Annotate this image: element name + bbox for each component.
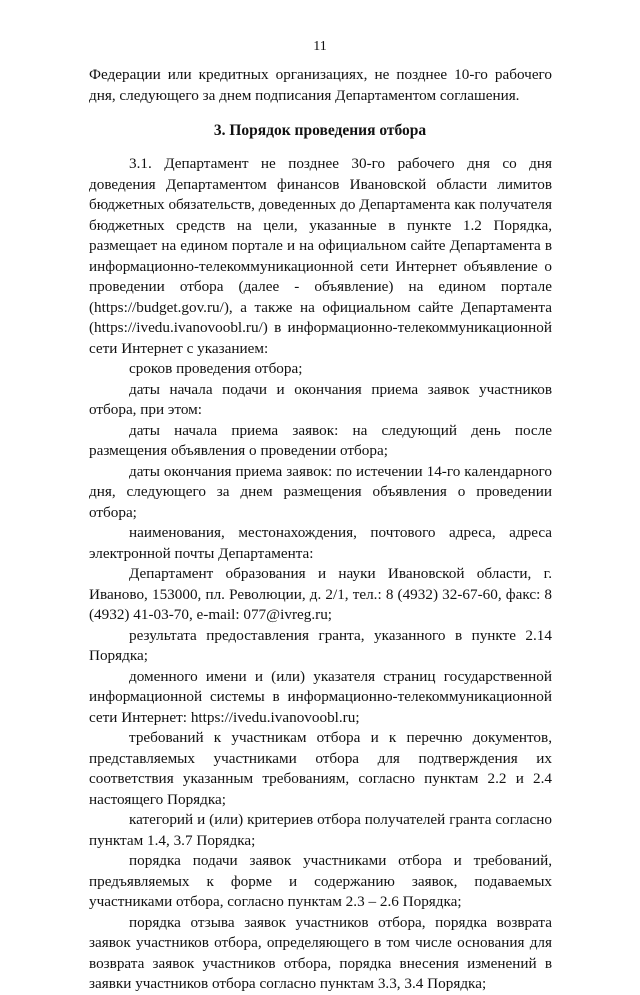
page-number: 11 bbox=[313, 39, 327, 54]
list-item: сроков проведения отбора; bbox=[129, 360, 303, 377]
intro-block bbox=[89, 65, 552, 106]
list-item: наименования, местонахождения, почтового адреса, адреса электронной почты Департамента: bbox=[89, 524, 552, 562]
intro-paragraph: Федерации или кредитных организациях, не позднее 10-го рабочего дня, следующего за днем подписания Департаментом соглашения. bbox=[89, 66, 552, 104]
list-item: Департамент образования и науки Ивановской области, г. Иваново, 153000, пл. Революции, д. 2/1, тел.: 8 (4932) 32-67-60, факс: 8 (4932) 41-03-70, e-mail: 077@ivreg.ru; bbox=[89, 565, 552, 623]
list-item: порядка подачи заявок участниками отбора и требований, предъявляемых к форме и содержанию заявок, подаваемых участниками отбора, согласно пунктам 2.3 – 2.6 Порядка; bbox=[89, 852, 552, 910]
section-body bbox=[89, 154, 552, 995]
list-item: требований к участникам отбора и к перечню документов, представляемых участниками отбора для подтверждения их соответствия указанным требованиям, согласно пунктам 2.2 и 2.4 настоящего Порядка; bbox=[89, 729, 552, 808]
list-item: даты окончания приема заявок: по истечении 14-го календарного дня, следующего за днем размещения объявления о проведении отбора; bbox=[89, 462, 552, 521]
list-item: даты начала приема заявок: на следующий день после размещения объявления о проведении отбора; bbox=[89, 421, 552, 459]
list-item: даты начала подачи и окончания приема заявок участников отбора, при этом: bbox=[89, 380, 552, 418]
section-heading: 3. Порядок проведения отбора bbox=[213, 122, 427, 139]
paragraph-3-1: 3.1. Департамент не позднее 30-го рабочего дня со дня доведения Департаментом финансов Ивановской области лимитов бюджетных обязательств, доведенных до Департамента как получателя бюджетных средств на цели, указанные в пункте 1.2 Порядка, размещает на едином портале и на официальном сайте Департамента в информационно-телекоммуникационной сети Интернет объявление о проведении отбора (далее - объявление) на едином портале (https://budget.gov.ru/), а также на официальном сайте Департамента (https://ivedu.ivanovoobl.ru/) в информационно-телекоммуникационной сети Интернет с указанием: bbox=[89, 155, 552, 357]
list-item: порядка отзыва заявок участников отбора, порядка возврата заявок участников отбора, определяющего в том числе основания для возврата заявок участников отбора, порядка внесения изменений в заявки участников отбора согласно пунктам 3.3, 3.4 Порядка; bbox=[89, 913, 552, 992]
list-item: результата предоставления гранта, указанного в пункте 2.14 Порядка; bbox=[89, 626, 552, 664]
list-item: категорий и (или) критериев отбора получателей гранта согласно пунктам 1.4, 3.7 Порядка; bbox=[89, 811, 552, 849]
list-item: доменного имени и (или) указателя страниц государственной информационной системы в информационно-телекоммуникационной сети Интернет: https://ivedu.ivanovoobl.ru; bbox=[89, 667, 552, 726]
